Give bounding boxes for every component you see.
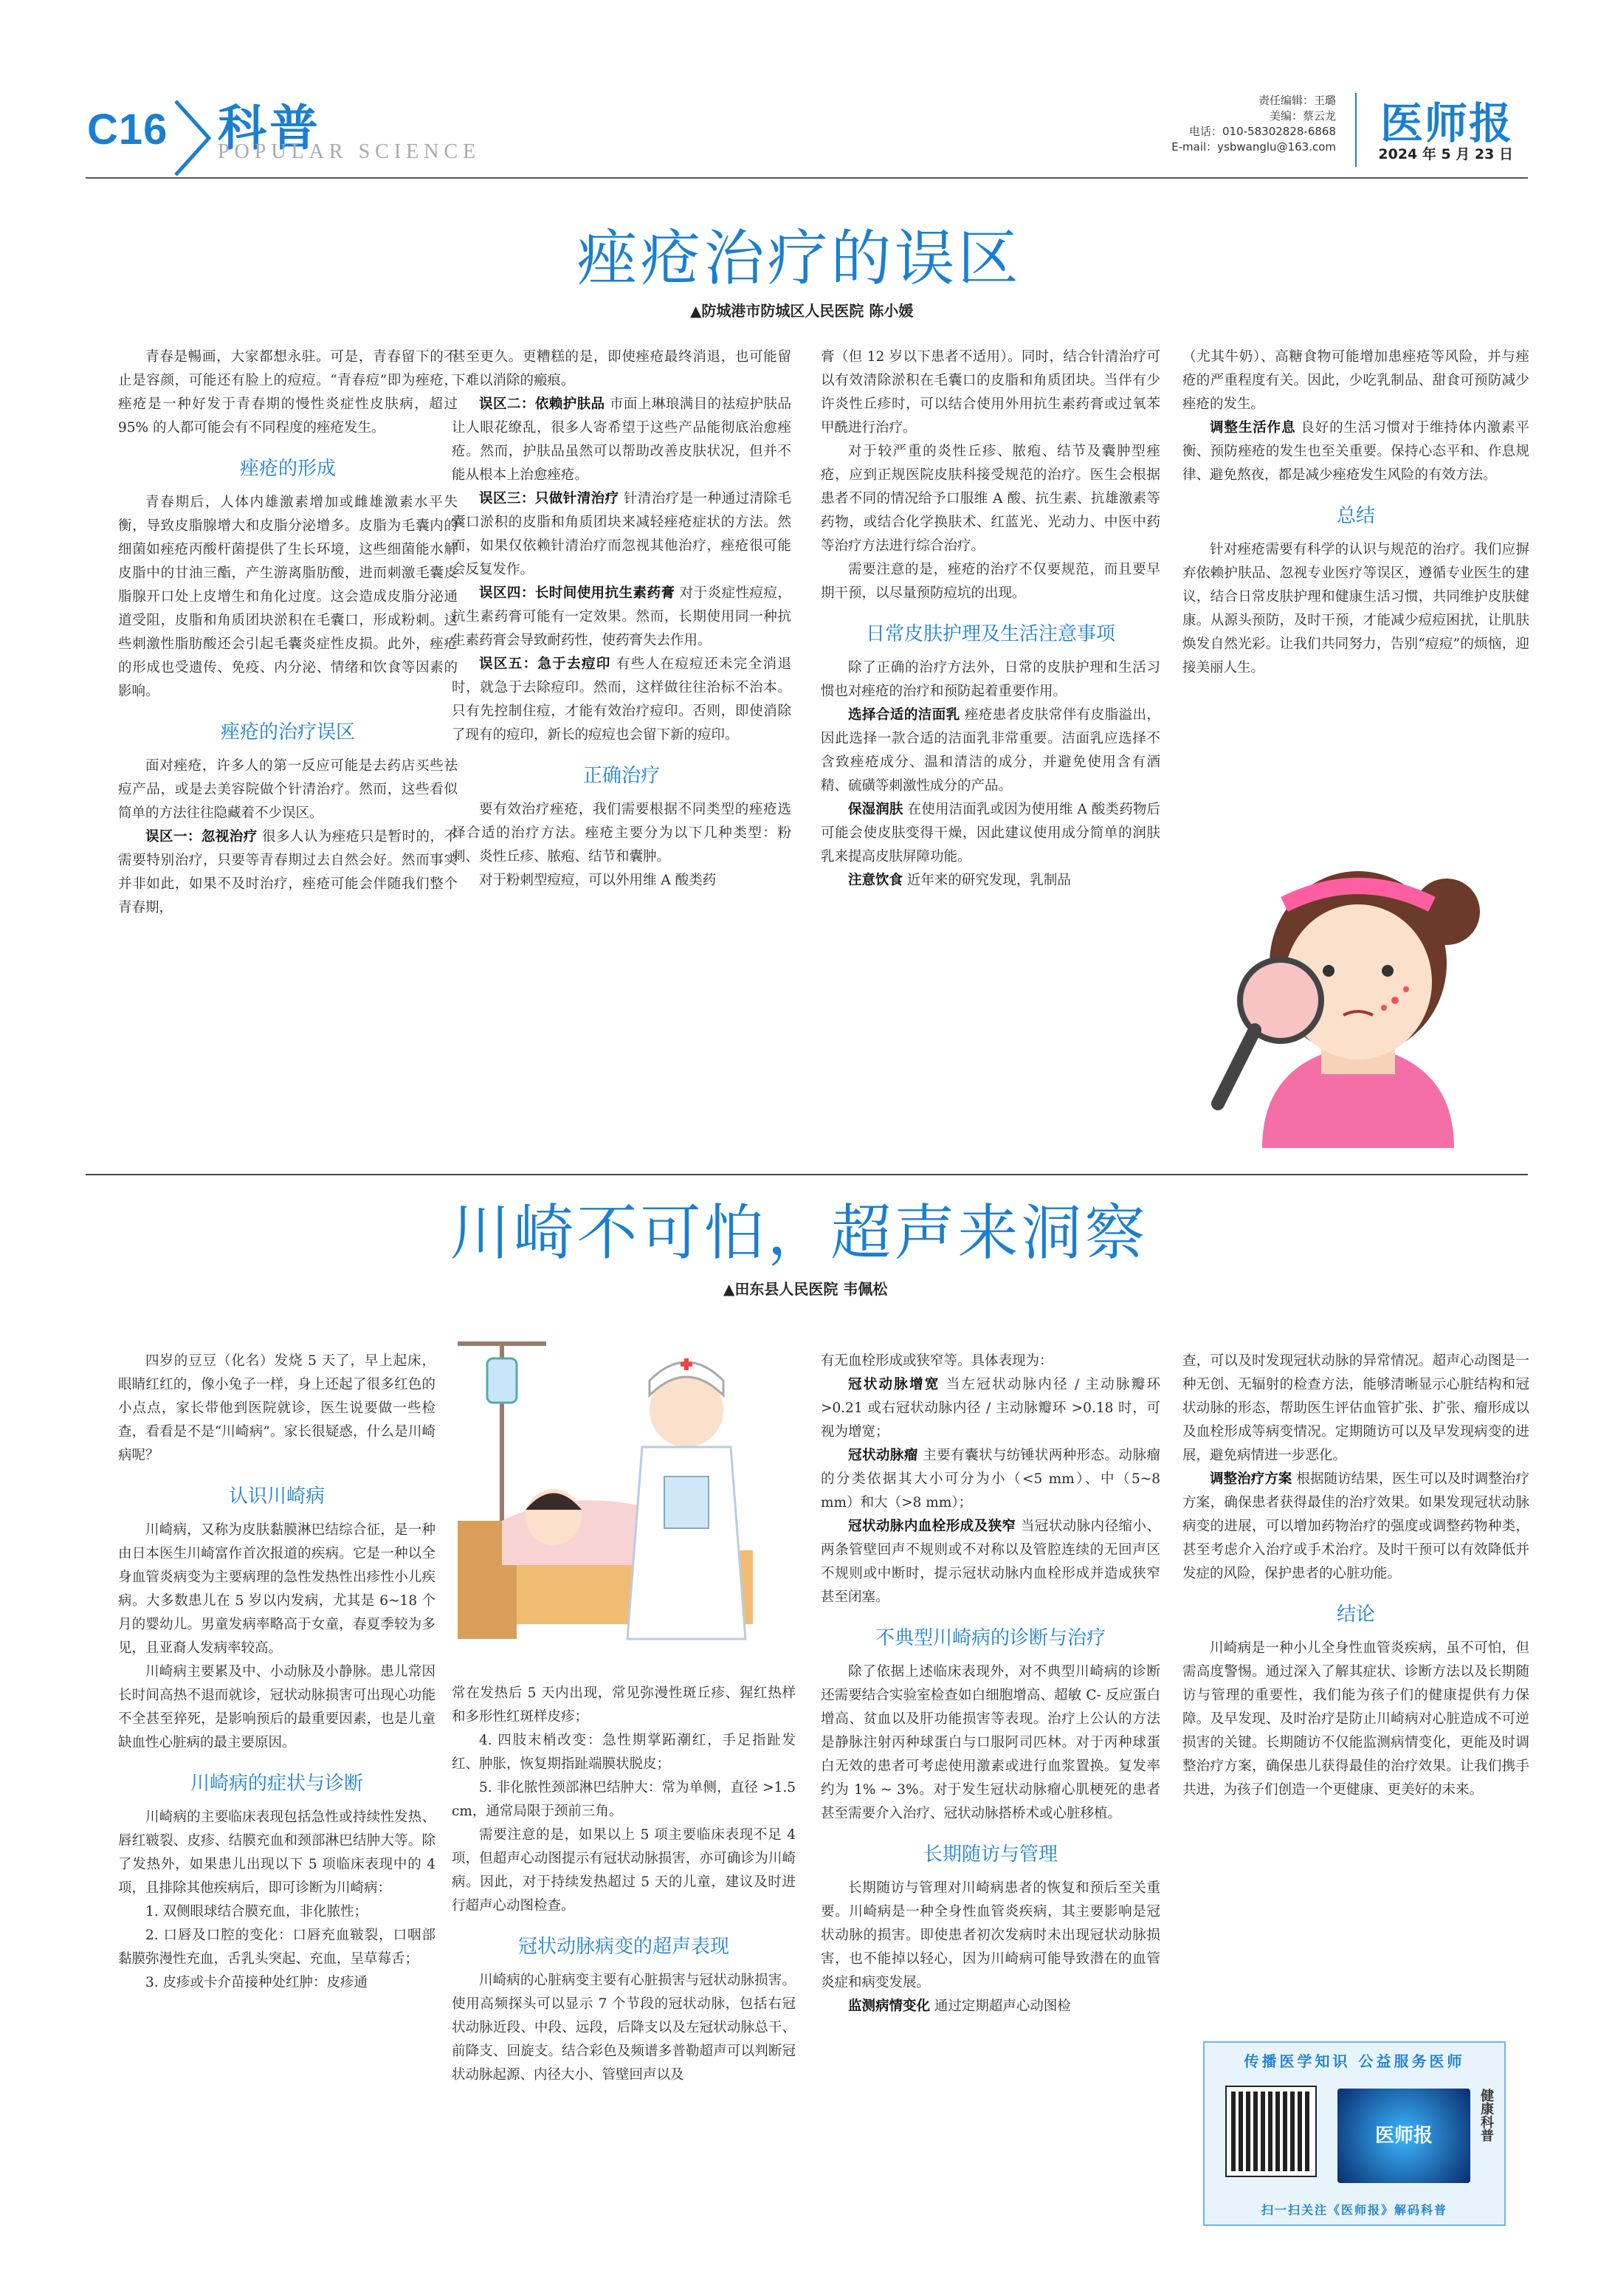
- paragraph: [452, 1824, 796, 1918]
- paragraph: [118, 1350, 435, 1468]
- paragraph: [821, 656, 1160, 704]
- paragraph-text: 川崎病的心脏病变主要有心脏损害与冠状动脉损害。使用高频探头可以显示 7 个节段的冠状动脉，包括右冠状动脉近段、中段、远段，后降支以及左冠状动脉总干、前降支、回旋支。结合彩色及频谱多普勒超声可以判断冠状动脉起源、内径大小、管壁回声以及: [452, 1973, 796, 2083]
- paragraph-text: 川崎病是一种小儿全身性血管炎疾病，虽不可怕，但需高度警惕。通过深入了解其症状、诊断方法以及长期随访与管理的重要性，我们能为孩子们的健康提供有力保障。及早发现、及时治疗是防止川崎病对心脏造成不可逆损害的关键。长期随访不仅能监测病情变化，更能及时调整治疗方案，确保患儿获得最佳的治疗效果。让我们携手共进，为孩子们创造一个更健康、更美好的未来。: [1182, 1640, 1529, 1798]
- paragraph-text: 青春期后，人体内雄激素增加或雌雄激素水平失衡，导致皮脂腺增大和皮脂分泌增多。皮脂为毛囊内的细菌如痤疮丙酸杆菌提供了生长环境，这些细菌能水解皮脂中的甘油三酯，产生游离脂肪酸，进而刺激毛囊皮脂腺开口处上皮增生和角化过度。这会造成皮脂分泌通道受阻，皮脂和角质团块淤积在毛囊口，形成粉刺。这些刺激性脂肪酸还会引起毛囊炎症性皮损。此外，痤疮的形成也受遗传、免疫、内分泌、情绪和饮食等因素的影响。: [118, 495, 458, 699]
- paragraph: [821, 1877, 1160, 1995]
- paragraph-text: 对于粉刺型痘痘，可以外用维 A 酸类药: [479, 873, 717, 888]
- paragraph: [1182, 538, 1529, 680]
- article-column: [118, 1350, 435, 1995]
- paragraph-text: 需要注意的是，痤疮的治疗不仅要规范，而且要早期干预，以尽量预防痘坑的出现。: [821, 562, 1160, 601]
- paragraph: [118, 755, 458, 825]
- paragraph-lead: 误区二：依赖护肤品: [479, 396, 605, 412]
- section-heading: 日常皮肤护理及生活注意事项: [865, 623, 1115, 645]
- phone-line: 电话：010-58302828-6868: [1189, 125, 1336, 138]
- section-heading: 认识川崎病: [228, 1485, 325, 1508]
- paragraph-text: 针对痤疮需要有科学的认识与规范的治疗。我们应摒弃依赖护肤品、忽视专业医疗等误区，遵循专业医生的建议，结合日常皮肤护理和健康生活习惯，共同维护皮肤健康。从源头预防，及时干预，才能减少痘痘困扰，让肌肤焕发自然光彩。让我们共同努力，告别“痘痘”的烦恼，迎接美丽人生。: [1182, 542, 1529, 676]
- paragraph: [452, 869, 791, 893]
- paragraph: [821, 346, 1160, 440]
- paragraph-text: 在使用洁面乳或因为使用维 A 酸类药物后可能会使皮肤变得干燥，因此建议使用成分简单的润肤乳来提高皮肤屏障功能。: [821, 802, 1160, 865]
- section-subtitle: POPULAR SCIENCE: [218, 140, 481, 163]
- section-heading: 长期随访与管理: [923, 1843, 1058, 1866]
- section-heading: 结论: [1336, 1604, 1375, 1626]
- paragraph-text: 对于较严重的炎性丘疹、脓疱、结节及囊肿型痤疮，应到正规医院皮肤科接受规范的治疗。医生会根据患者不同的情况给予口服维 A 酸、抗生素、抗雄激素等药物，或结合化学换肤术、红蓝光、光动力、中医中药等治疗方法进行综合治疗。: [821, 444, 1160, 554]
- paragraph-text: 2. 口唇及口腔的变化：口唇充血皲裂，口咽部黏膜弥漫性充血，舌乳头突起、充血，呈草莓舌；: [118, 1928, 435, 1967]
- section-heading: 痤疮的治疗误区: [220, 721, 355, 743]
- paragraph: [452, 1682, 796, 1729]
- paragraph: [452, 393, 791, 487]
- paragraph-lead: 误区一：忽视治疗: [145, 829, 258, 845]
- paragraph-lead: 监测病情变化: [848, 1998, 931, 2014]
- issue-date: 2024 年 5 月 23 日: [1378, 146, 1513, 162]
- section-heading: 总结: [1336, 505, 1375, 527]
- paragraph: [118, 1924, 435, 1971]
- paragraph: [1182, 346, 1529, 416]
- article-column: [452, 1682, 796, 2087]
- paragraph-lead: 误区四：长时间使用抗生素药膏: [479, 585, 675, 601]
- paragraph: [452, 346, 791, 393]
- paragraph-text: 膏（但 12 岁以下患者不适用）。同时，结合针清治疗可以有效清除淤积在毛囊口的皮脂和角质团块。当伴有少许炎性丘疹时，可以结合使用外用抗生素药膏或过氧苯甲酰进行治疗。: [821, 349, 1160, 436]
- paragraph: [821, 440, 1160, 558]
- paragraph-text: 有无血栓形成或狭窄等。具体表现为：: [821, 1353, 1053, 1369]
- paragraph-text: 当冠状动脉内径缩小、两条管壁回声不规则或不对称以及管腔连续的无回声区不规则或中断时，提示冠状动脉内血栓形成并造成狭窄甚至闭塞。: [821, 1519, 1160, 1605]
- article-column: [452, 346, 791, 893]
- paragraph-text: 根据随访结果，医生可以及时调整治疗方案，确保患者获得最佳的治疗效果。如果发现冠状动脉病变的进展，可以增加药物治疗的强度或调整药物种类，甚至考虑介入治疗或手术治疗。及时干预可以有效降低并发症的风险，保护患者的心脏功能。: [1182, 1471, 1529, 1581]
- paragraph-text: 需要注意的是，如果以上 5 项主要临床表现不足 4 项，但超声心动图提示有冠状动脉损害，亦可确诊为川崎病。因此，对于持续发热超过 5 天的儿童，建议及时进行超声心动图检查。: [452, 1827, 796, 1914]
- newspaper-logo: 医师报: [1380, 98, 1513, 148]
- paragraph: [118, 1806, 435, 1900]
- paragraph: [452, 487, 791, 582]
- paragraph: [821, 798, 1160, 869]
- paragraph-text: 面对痤疮，许多人的第一反应可能是去药店买些祛痘产品，或是去美容院做个针清治疗。然而，这些看似简单的方法往往隐藏着不少误区。: [118, 758, 458, 821]
- article-byline: ▲田东县人民医院 韦佩松: [723, 1280, 888, 1298]
- paragraph-text: 主要有囊状与纺锤状两种形态。动脉瘤的分类依据其大小可分为小（<5 mm）、中（5~8 mm）和大（>8 mm）；: [821, 1448, 1160, 1510]
- section-heading: 冠状动脉病变的超声表现: [517, 1936, 729, 1958]
- promo-box: [1203, 2041, 1506, 2226]
- paragraph: [1182, 1637, 1529, 1802]
- email-line: E-mail：ysbwanglu@163.com: [1171, 140, 1336, 154]
- paragraph: [821, 704, 1160, 798]
- promo-caption: 扫一扫关注《医师报》解码科普: [1261, 2203, 1447, 2217]
- paragraph-lead: 选择合适的洁面乳: [848, 707, 960, 723]
- article-title: 川崎不可怕，超声来洞察: [450, 1198, 1148, 1268]
- paragraph-text: 四岁的豆豆（化名）发烧 5 天了，早上起床，眼睛红红的，像小兔子一样，身上还起了很多红色的小点点，家长带他到医院就诊，医生说要做一些检查，看看是不是“川崎病”。家长很疑惑，什么是川崎病呢？: [118, 1353, 435, 1463]
- paragraph: [452, 1969, 796, 2087]
- paragraph: [118, 346, 458, 440]
- section-heading: 川崎病的症状与诊断: [190, 1773, 363, 1795]
- qr-code-icon[interactable]: [1227, 2087, 1315, 2176]
- paragraph-text: 川崎病，又称为皮肤黏膜淋巴结综合征，是一种由日本医生川崎富作首次报道的疾病。它是一种以全身血管炎病变为主要病理的急性发热性出疹性小儿疾病。大多数患儿在 5 岁以内发病，尤其是 6~18 个月的婴幼儿。男童发病率略高于女童，春夏季较为多见，且亚裔人发病率较高。: [118, 1522, 435, 1656]
- paragraph-lead: 冠状动脉瘤: [848, 1448, 918, 1463]
- art-line: 美编：蔡云龙: [1269, 109, 1336, 123]
- paragraph-text: 当左冠状动脉内径 / 主动脉瓣环 >0.21 或右冠状动脉内径 / 主动脉瓣环 >0.18 时，可视为增宽；: [821, 1377, 1160, 1440]
- paragraph-text: 川崎病的主要临床表现包括急性或持续性发热、唇红皲裂、皮疹、结膜充血和颈部淋巴结肿大等。除了发热外，如果患儿出现以下 5 项临床表现中的 4 项，且排除其他疾病后，即可诊断为川崎病：: [118, 1809, 435, 1896]
- paragraph: [821, 869, 1160, 893]
- paragraph: [1182, 416, 1529, 487]
- paragraph-lead: 冠状动脉增宽: [848, 1377, 940, 1392]
- paragraph-text: 除了正确的治疗方法外，日常的皮肤护理和生活习惯也对痤疮的治疗和预防起着重要作用。: [821, 660, 1160, 699]
- paragraph: [821, 1995, 1160, 2018]
- paragraph-text: 近年来的研究发现，乳制品: [906, 873, 1071, 888]
- paragraph: [452, 653, 791, 747]
- paragraph: [118, 1519, 435, 1660]
- paragraph: [118, 825, 458, 920]
- paragraph-lead: 注意饮食: [848, 873, 903, 888]
- paragraph: [118, 491, 458, 704]
- paragraph: [821, 1444, 1160, 1515]
- article-column: [118, 346, 458, 920]
- paragraph-text: 3. 皮疹或卡介苗接种处红肿：皮疹通: [145, 1975, 368, 1990]
- girl-with-magnifier-illustration: [1210, 794, 1506, 1148]
- paragraph-text: 很多人认为痤疮只是暂时的，不需要特别治疗，只要等青春期过去自然会好。然而事实并非如此，如果不及时治疗，痤疮可能会伴随我们整个青春期，: [118, 829, 458, 915]
- article-column: [821, 346, 1160, 893]
- promo-banner: 医师报: [1337, 2089, 1470, 2183]
- article-column: [1182, 1350, 1529, 1802]
- page-number: C16: [87, 106, 168, 154]
- editor-credits: [1171, 93, 1336, 155]
- paragraph-text: 针清治疗是一种通过清除毛囊口淤积的皮脂和角质团块来减轻痤疮症状的方法。然而，如果仅依赖针清治疗而忽视其他治疗，痤疮很可能会反复发作。: [452, 491, 791, 577]
- header-rule: [86, 177, 1528, 179]
- paragraph: [821, 1350, 1160, 1373]
- paragraph: [452, 1776, 796, 1824]
- paragraph: [452, 1729, 796, 1776]
- paragraph: [452, 798, 791, 869]
- article-column: [1182, 346, 1529, 680]
- article-column: [821, 1350, 1160, 2018]
- paragraph-text: 1. 双侧眼球结合膜充血，非化脓性；: [145, 1904, 368, 1919]
- paragraph: [821, 1515, 1160, 1609]
- paragraph-lead: 保湿润肤: [848, 802, 903, 817]
- paragraph-text: 要有效治疗痤疮，我们需要根据不同类型的痤疮选择合适的治疗方法。痤疮主要分为以下几种类型：粉刺、炎性丘疹、脓疱、结节和囊肿。: [452, 802, 791, 865]
- section-heading: 正确治疗: [582, 765, 660, 787]
- paragraph: [118, 1660, 435, 1755]
- paragraph: [821, 1660, 1160, 1826]
- section-heading: 不典型川崎病的诊断与治疗: [875, 1627, 1106, 1649]
- editor-line: 责任编辑：王璐: [1258, 94, 1336, 107]
- paragraph-lead: 冠状动脉内血栓形成及狭窄: [848, 1519, 1016, 1534]
- paragraph-text: 有些人在痘痘还未完全消退时，就急于去除痘印。然而，这样做往往治标不治本。只有先控制住痘，才能有效治疗痘印。否则，即使消除了现有的痘印，新长的痘痘也会留下新的痘印。: [452, 656, 791, 743]
- paragraph-text: （尤其牛奶）、高糖食物可能增加患痤疮等风险，并与痤疮的严重程度有关。因此，少吃乳制品、甜食可预防减少痤疮的发生。: [1182, 349, 1529, 412]
- paragraph-text: 痤疮患者皮肤常伴有皮脂溢出，因此选择一款合适的洁面乳非常重要。洁面乳应选择不含致痤疮成分、温和清洁的成分，并避免使用含有酒精、硫磺等刺激性成分的产品。: [821, 707, 1160, 794]
- paragraph-text: 川崎病主要累及中、小动脉及小静脉。患儿常因长时间高热不退而就诊，冠状动脉损害可出现心功能不全甚至猝死，是影响预后的最重要因素，也是儿童缺血性心脏病的最主要原因。: [118, 1664, 435, 1750]
- section-heading: 痤疮的形成: [239, 458, 336, 480]
- paragraph: [821, 1373, 1160, 1444]
- paragraph-text: 青春是暢画，大家都想永驻。可是，青春留下的不止是容颜，可能还有脸上的痘痘。“青春痘”即为痤疮，痤疮是一种好发于青春期的慢性炎症性皮肤病，超过 95% 的人都可能会有不同程度的痤疮发生。: [118, 349, 458, 436]
- article-separator: [86, 1174, 1528, 1175]
- nurse-and-child-illustration: [443, 1329, 790, 1676]
- paragraph-text: 长期随访与管理对川崎病患者的恢复和预后至关重要。川崎病是一种全身性血管炎疾病，其主要影响是冠状动脉的损害。即使患者初次发病时未出现冠状动脉损害，也不能掉以轻心，因为川崎病可能导致潜在的血管炎症和病变发展。: [821, 1880, 1160, 1990]
- page-header: [81, 89, 1528, 177]
- paragraph-text: 通过定期超声心动图检: [934, 1998, 1071, 2014]
- paragraph-text: 查，可以及时发现冠状动脉的异常情况。超声心动图是一种无创、无辐射的检查方法，能够清晰显示心脏结构和冠状动脉的形态，帮助医生评估血管扩张、扩张、瘤形成以及血栓形成等病变情况。定期随访可以及早发现病变的进展，避免病情进一步恶化。: [1182, 1353, 1529, 1463]
- paragraph-text: 除了依据上述临床表现外，对不典型川崎病的诊断还需要结合实验室检查如白细胞增高、超敏 C- 反应蛋白增高、贫血以及肝功能损害等表现。治疗上公认的方法是静脉注射丙种球蛋白与口服阿司匹林。对于丙种球蛋白无效的患者可考虑使用激素或进行血浆置换。复发率约为 1% ~ 3%。对于发生冠状动脉瘤心肌梗死的患者甚至需要介入治疗、冠状动脉搭桥术或心脏移植。: [821, 1664, 1160, 1821]
- promo-side-text: 健康科普: [1478, 2089, 1494, 2142]
- paragraph: [118, 1900, 435, 1924]
- paragraph-text: 4. 四肢末梢改变：急性期掌跖潮红，手足指趾发红、肿胀，恢复期指趾端膜状脱皮；: [452, 1733, 796, 1772]
- paragraph-text: 市面上琳琅满目的祛痘护肤品让人眼花缭乱，很多人寄希望于这些产品能彻底治愈痤疮。然而，护肤品虽然可以帮助改善皮肤状况，但并不能从根本上治愈痤疮。: [452, 396, 791, 483]
- paragraph-text: 对于炎症性痘痘，抗生素药膏可能有一定效果。然而，长期使用同一种抗生素药膏会导致耐药性，使药膏失去作用。: [452, 585, 791, 648]
- section-title: 科普: [218, 100, 321, 157]
- paragraph-lead: 误区三：只做针清治疗: [479, 491, 619, 506]
- divider: [1355, 93, 1357, 167]
- paragraph: [1182, 1350, 1529, 1468]
- paragraph-lead: 误区五：急于去痘印: [479, 656, 611, 672]
- paragraph: [821, 558, 1160, 605]
- paragraph-lead: 调整生活作息: [1210, 420, 1296, 436]
- paragraph-text: 常在发热后 5 天内出现，常见弥漫性斑丘疹、猩红热样和多形性红斑样皮疹；: [452, 1685, 796, 1725]
- paragraph-lead: 调整治疗方案: [1210, 1471, 1292, 1487]
- paragraph: [118, 1971, 435, 1995]
- paragraph: [1182, 1468, 1529, 1586]
- paragraph-text: 5. 非化脓性颈部淋巴结肿大：常为单侧，直径 >1.5 cm，通常局限于颈前三角。: [452, 1780, 796, 1819]
- paragraph-text: 甚至更久。更糟糕的是，即使痤疮最终消退，也可能留下难以消除的瘢痕。: [452, 349, 791, 388]
- chevron-right-icon: [168, 97, 220, 179]
- promo-slogan: 传播医学知识 公益服务医师: [1244, 2052, 1465, 2070]
- paragraph-text: 良好的生活习惯对于维持体内激素平衡、预防痤疮的发生也至关重要。保持心态平和、作息规律、避免熬夜，都是减少痤疮发生风险的有效方法。: [1182, 420, 1529, 483]
- article-title: 痤疮治疗的误区: [576, 224, 1022, 294]
- paragraph: [452, 582, 791, 653]
- article-byline: ▲防城港市防城区人民医院 陈小媛: [690, 302, 914, 320]
